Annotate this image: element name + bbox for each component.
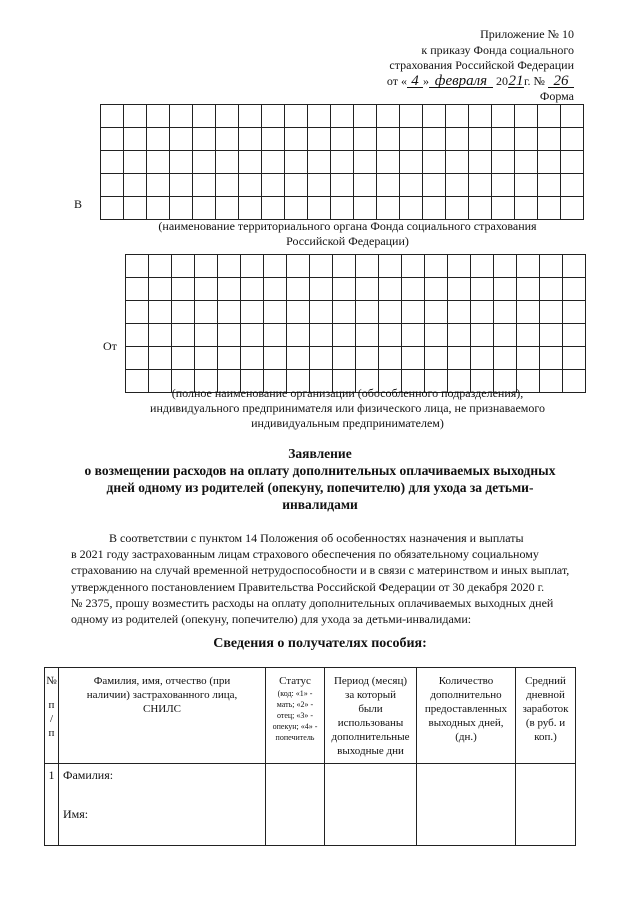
grid-cell[interactable] — [448, 301, 471, 324]
grid-cell[interactable] — [149, 278, 172, 301]
grid-cell[interactable] — [400, 151, 423, 174]
grid-cell[interactable] — [494, 278, 517, 301]
grid-cell[interactable] — [195, 324, 218, 347]
grid-cell[interactable] — [285, 174, 308, 197]
date-month: февраля — [429, 75, 493, 88]
col-number-header — [45, 668, 59, 764]
header-note: отец; «3» - — [276, 711, 314, 720]
grid-cell[interactable] — [218, 255, 241, 278]
grid-cell[interactable] — [356, 301, 379, 324]
grid-cell[interactable] — [124, 105, 147, 128]
grid-cell[interactable] — [195, 301, 218, 324]
grid-cell[interactable] — [377, 174, 400, 197]
date-year-prefix: 20 — [492, 73, 508, 88]
grid-cell[interactable] — [264, 324, 287, 347]
grid-cell[interactable] — [333, 255, 356, 278]
grid-cell[interactable] — [170, 174, 193, 197]
grid-cell[interactable] — [515, 128, 538, 151]
grid-cell[interactable] — [540, 255, 563, 278]
grid-cell[interactable] — [147, 174, 170, 197]
grid-cell[interactable] — [126, 324, 149, 347]
period-cell[interactable] — [325, 764, 417, 846]
grid-cell[interactable] — [402, 255, 425, 278]
header-text: / — [49, 713, 54, 725]
grid-cell[interactable] — [101, 128, 124, 151]
grid-cell[interactable] — [218, 301, 241, 324]
grid-cell[interactable] — [563, 347, 586, 370]
grid-cell[interactable] — [262, 128, 285, 151]
earnings-cell[interactable] — [516, 764, 576, 846]
document-title — [40, 445, 600, 513]
grid-cell[interactable] — [515, 197, 538, 220]
col-earnings-header — [516, 668, 576, 764]
grid-cell[interactable] — [563, 301, 586, 324]
grid-cell[interactable] — [241, 324, 264, 347]
grid-cell[interactable] — [193, 128, 216, 151]
grid-cell[interactable] — [494, 347, 517, 370]
grid-cell[interactable] — [287, 255, 310, 278]
grid-cell[interactable] — [563, 324, 586, 347]
grid-cell[interactable] — [287, 347, 310, 370]
grid-cell[interactable] — [538, 105, 561, 128]
grid-cell[interactable] — [448, 278, 471, 301]
header-text: (дн.) — [455, 731, 477, 743]
title-line: дней одному из родителей (опекуну, попечителю) для ухода за детьми- — [106, 480, 534, 495]
grid-cell[interactable] — [308, 105, 331, 128]
grid-cell[interactable] — [333, 347, 356, 370]
caption-line: Российской Федерации) — [286, 234, 409, 248]
date-day: 4 — [407, 75, 423, 88]
grid-cell[interactable] — [241, 278, 264, 301]
grid-cell[interactable] — [469, 128, 492, 151]
grid-cell[interactable] — [517, 324, 540, 347]
grid-cell[interactable] — [287, 278, 310, 301]
section-title: Сведения о получателях пособия: — [213, 636, 427, 651]
surname-label: Фамилия: — [63, 768, 114, 782]
grid-cell[interactable] — [446, 151, 469, 174]
grid-cell[interactable] — [170, 128, 193, 151]
grid-cell[interactable] — [172, 301, 195, 324]
grid-cell[interactable] — [425, 278, 448, 301]
grid-cell[interactable] — [172, 324, 195, 347]
header-text: использованы — [337, 717, 404, 729]
grid-cell[interactable] — [124, 128, 147, 151]
grid-cell[interactable] — [515, 105, 538, 128]
header-text: дневной — [526, 689, 565, 701]
grid-cell[interactable] — [285, 151, 308, 174]
paragraph-line: страхованию на случай временной нетрудоспособности и в связи с материнством и иных выплат, — [71, 563, 570, 578]
grid-cell[interactable] — [400, 105, 423, 128]
grid-cell[interactable] — [262, 174, 285, 197]
grid-cell[interactable] — [101, 197, 124, 220]
header-text: дополнительно — [430, 689, 502, 701]
paragraph-line: В соответствии с пунктом 14 Положения об особенностях назначения и выплаты — [109, 531, 524, 545]
grid-cell[interactable] — [147, 151, 170, 174]
grid-cell[interactable] — [149, 324, 172, 347]
grid-cell[interactable] — [216, 151, 239, 174]
grid-cell[interactable] — [310, 301, 333, 324]
grid-cell[interactable] — [517, 255, 540, 278]
grid-cell[interactable] — [239, 197, 262, 220]
grid-cell[interactable] — [494, 255, 517, 278]
grid-cell[interactable] — [216, 105, 239, 128]
grid-cell[interactable] — [264, 278, 287, 301]
grid-cell[interactable] — [239, 151, 262, 174]
grid-cell[interactable] — [126, 301, 149, 324]
grid-cell[interactable] — [170, 151, 193, 174]
grid-cell[interactable] — [400, 128, 423, 151]
grid-cell[interactable] — [400, 197, 423, 220]
grid-row — [101, 151, 584, 174]
grid-cell[interactable] — [126, 347, 149, 370]
caption-line: индивидуальным предпринимателем) — [251, 416, 444, 430]
grid-cell[interactable] — [469, 105, 492, 128]
header-text: СНИЛС — [142, 703, 182, 715]
grid-cell[interactable] — [492, 151, 515, 174]
grid-cell[interactable] — [310, 347, 333, 370]
grid-cell[interactable] — [425, 324, 448, 347]
grid-cell[interactable] — [515, 151, 538, 174]
grid-cell[interactable] — [308, 174, 331, 197]
grid-cell[interactable] — [264, 301, 287, 324]
grid-cell[interactable] — [308, 128, 331, 151]
sender-caption — [100, 386, 595, 431]
grid-cell[interactable] — [170, 105, 193, 128]
grid-cell[interactable] — [471, 301, 494, 324]
grid-cell[interactable] — [561, 174, 584, 197]
header-text: № — [46, 675, 57, 687]
grid-cell[interactable] — [540, 301, 563, 324]
grid-cell[interactable] — [262, 197, 285, 220]
col-days-header — [417, 668, 516, 764]
grid-cell[interactable] — [193, 105, 216, 128]
grid-cell[interactable] — [239, 174, 262, 197]
grid-cell[interactable] — [262, 105, 285, 128]
grid-cell[interactable] — [149, 255, 172, 278]
header-text: дополнительные — [331, 731, 410, 743]
paragraph-line: № 2375, прошу возместить расходы на оплату дополнительных оплачиваемых выходных дней — [71, 595, 554, 610]
fio-cell[interactable] — [59, 764, 266, 846]
grid-cell[interactable] — [310, 278, 333, 301]
days-cell[interactable] — [417, 764, 516, 846]
header-text: наличии) застрахованного лица, — [86, 689, 238, 701]
grid-cell[interactable] — [195, 255, 218, 278]
row-number: 1 — [45, 764, 59, 846]
header-text: п — [48, 727, 55, 739]
appendix-fund: страхования Российской Федерации — [389, 58, 574, 72]
grid-row — [126, 255, 586, 278]
grid-cell[interactable] — [563, 278, 586, 301]
form-label: Форма — [539, 89, 574, 103]
grid-cell[interactable] — [287, 301, 310, 324]
grid-cell[interactable] — [356, 255, 379, 278]
date-mid: » — [422, 73, 429, 88]
grid-cell[interactable] — [101, 151, 124, 174]
grid-cell[interactable] — [377, 197, 400, 220]
grid-cell[interactable] — [538, 174, 561, 197]
grid-row — [101, 128, 584, 151]
grid-cell[interactable] — [471, 255, 494, 278]
grid-cell[interactable] — [285, 197, 308, 220]
grid-cell[interactable] — [379, 324, 402, 347]
grid-cell[interactable] — [285, 105, 308, 128]
header-note: опекун; «4» - — [272, 722, 318, 731]
grid-cell[interactable] — [124, 197, 147, 220]
grid-cell[interactable] — [239, 128, 262, 151]
grid-cell[interactable] — [195, 278, 218, 301]
grid-cell[interactable] — [241, 301, 264, 324]
grid-cell[interactable] — [402, 324, 425, 347]
header-text: п — [48, 699, 55, 711]
grid-cell[interactable] — [425, 255, 448, 278]
grid-cell[interactable] — [517, 301, 540, 324]
sender-grid — [125, 254, 586, 393]
grid-cell[interactable] — [561, 151, 584, 174]
to-label: В — [74, 197, 83, 211]
grid-cell[interactable] — [563, 255, 586, 278]
title-line: Заявление — [288, 446, 352, 461]
grid-row — [126, 324, 586, 347]
grid-cell[interactable] — [356, 324, 379, 347]
grid-cell[interactable] — [377, 151, 400, 174]
recipient-grid — [100, 104, 584, 220]
header-text: Период (месяц) — [333, 675, 407, 687]
grid-cell[interactable] — [147, 105, 170, 128]
recipients-table — [44, 667, 576, 846]
appendix-date — [387, 74, 574, 90]
header-text: Средний — [525, 675, 566, 687]
grid-row — [101, 174, 584, 197]
header-text: были — [358, 703, 383, 715]
grid-cell[interactable] — [310, 324, 333, 347]
grid-row — [126, 301, 586, 324]
grid-cell[interactable] — [216, 197, 239, 220]
grid-cell[interactable] — [379, 301, 402, 324]
grid-cell[interactable] — [538, 197, 561, 220]
from-label: От — [103, 339, 117, 353]
grid-cell[interactable] — [218, 278, 241, 301]
grid-cell[interactable] — [264, 347, 287, 370]
appendix-order: к приказу Фонда социального — [421, 42, 574, 57]
header-text: предоставленных — [424, 703, 508, 715]
grid-cell[interactable] — [538, 128, 561, 151]
header-text: выходные дни — [337, 745, 404, 757]
header-note: попечитель — [275, 733, 315, 742]
paragraph-line: в 2021 году застрахованным лицам страхового обеспечения по обязательному социальному — [71, 547, 539, 562]
grid-cell[interactable] — [216, 174, 239, 197]
appendix-header — [387, 27, 574, 105]
grid-cell[interactable] — [492, 174, 515, 197]
recipient-caption — [100, 219, 595, 249]
grid-cell[interactable] — [239, 105, 262, 128]
grid-cell[interactable] — [356, 278, 379, 301]
grid-cell[interactable] — [446, 128, 469, 151]
grid-cell[interactable] — [264, 255, 287, 278]
grid-cell[interactable] — [540, 278, 563, 301]
grid-cell[interactable] — [471, 324, 494, 347]
grid-cell[interactable] — [331, 151, 354, 174]
grid-cell[interactable] — [356, 347, 379, 370]
table-row — [45, 764, 576, 846]
grid-cell[interactable] — [333, 301, 356, 324]
grid-cell[interactable] — [218, 324, 241, 347]
grid-cell[interactable] — [469, 174, 492, 197]
header-text: Количество — [438, 675, 494, 687]
grid-cell[interactable] — [308, 151, 331, 174]
grid-cell[interactable] — [492, 128, 515, 151]
grid-cell[interactable] — [172, 278, 195, 301]
number-prefix: г. № — [523, 73, 548, 88]
title-line: о возмещении расходов на оплату дополнительных оплачиваемых выходных — [84, 463, 556, 478]
grid-cell[interactable] — [124, 174, 147, 197]
order-number: 26 — [548, 75, 574, 88]
appendix-number: Приложение № 10 — [480, 27, 574, 41]
grid-cell[interactable] — [469, 197, 492, 220]
header-text: за который — [344, 689, 397, 701]
grid-row — [101, 197, 584, 220]
grid-cell[interactable] — [193, 174, 216, 197]
grid-cell[interactable] — [126, 278, 149, 301]
grid-cell[interactable] — [193, 197, 216, 220]
grid-cell[interactable] — [471, 347, 494, 370]
grid-cell[interactable] — [308, 197, 331, 220]
grid-cell[interactable] — [331, 128, 354, 151]
grid-cell[interactable] — [400, 174, 423, 197]
paragraph-line: утвержденного постановлением Правительства Российской Федерации от 30 декабря 2020 г. — [71, 579, 545, 594]
header-text: Фамилия, имя, отчество (при — [93, 675, 231, 687]
grid-row — [126, 278, 586, 301]
grid-cell[interactable] — [354, 128, 377, 151]
grid-cell[interactable] — [170, 197, 193, 220]
table-header-row — [45, 668, 576, 764]
grid-cell[interactable] — [402, 347, 425, 370]
grid-cell[interactable] — [515, 174, 538, 197]
grid-cell[interactable] — [218, 347, 241, 370]
grid-cell[interactable] — [494, 301, 517, 324]
grid-cell[interactable] — [149, 347, 172, 370]
grid-cell[interactable] — [492, 105, 515, 128]
header-note: (код: «1» - — [277, 689, 313, 698]
grid-cell[interactable] — [172, 347, 195, 370]
caption-line: (наименование территориального органа Фонда социального страхования — [158, 219, 537, 233]
col-status-header — [266, 668, 325, 764]
grid-cell[interactable] — [446, 197, 469, 220]
grid-cell[interactable] — [561, 197, 584, 220]
grid-row — [101, 105, 584, 128]
grid-cell[interactable] — [354, 174, 377, 197]
grid-cell[interactable] — [101, 174, 124, 197]
grid-cell[interactable] — [423, 151, 446, 174]
grid-cell[interactable] — [354, 151, 377, 174]
title-line: инвалидами — [282, 497, 358, 512]
grid-cell[interactable] — [471, 278, 494, 301]
body-paragraph — [71, 530, 576, 627]
caption-line: индивидуального предпринимателя или физического лица, не признаваемого — [150, 401, 545, 415]
date-prefix: от « — [386, 73, 407, 88]
grid-cell[interactable] — [172, 255, 195, 278]
grid-cell[interactable] — [377, 128, 400, 151]
grid-cell[interactable] — [379, 255, 402, 278]
grid-cell[interactable] — [262, 151, 285, 174]
grid-cell[interactable] — [402, 301, 425, 324]
header-text: коп.) — [534, 731, 557, 743]
grid-cell[interactable] — [241, 347, 264, 370]
grid-cell[interactable] — [423, 197, 446, 220]
grid-cell[interactable] — [469, 151, 492, 174]
grid-cell[interactable] — [423, 174, 446, 197]
header-text: заработок — [522, 703, 569, 715]
date-year: 21 — [508, 72, 524, 89]
grid-cell[interactable] — [379, 278, 402, 301]
grid-cell[interactable] — [101, 105, 124, 128]
grid-cell[interactable] — [517, 278, 540, 301]
grid-cell[interactable] — [377, 105, 400, 128]
grid-cell[interactable] — [147, 197, 170, 220]
status-cell[interactable] — [266, 764, 325, 846]
grid-cell[interactable] — [402, 278, 425, 301]
grid-cell[interactable] — [446, 174, 469, 197]
grid-cell[interactable] — [193, 151, 216, 174]
grid-cell[interactable] — [423, 105, 446, 128]
header-note: мать; «2» - — [276, 700, 314, 709]
name-label: Имя: — [63, 807, 89, 821]
grid-cell[interactable] — [379, 347, 402, 370]
grid-cell[interactable] — [561, 105, 584, 128]
grid-cell[interactable] — [517, 347, 540, 370]
grid-cell[interactable] — [540, 324, 563, 347]
grid-cell[interactable] — [538, 151, 561, 174]
grid-cell[interactable] — [448, 347, 471, 370]
grid-cell[interactable] — [561, 128, 584, 151]
header-text: (в руб. и — [525, 717, 566, 729]
paragraph-line: одному из родителей (опекуну, попечителю) для ухода за детьми-инвалидами: — [71, 612, 472, 627]
grid-cell[interactable] — [333, 278, 356, 301]
grid-cell[interactable] — [310, 255, 333, 278]
grid-cell[interactable] — [331, 105, 354, 128]
grid-cell[interactable] — [448, 255, 471, 278]
grid-cell[interactable] — [333, 324, 356, 347]
grid-cell[interactable] — [425, 301, 448, 324]
col-period-header — [325, 668, 417, 764]
grid-cell[interactable] — [492, 197, 515, 220]
header-text: выходных дней, — [428, 717, 504, 729]
grid-cell[interactable] — [124, 151, 147, 174]
grid-cell[interactable] — [494, 324, 517, 347]
grid-cell[interactable] — [425, 347, 448, 370]
col-fio-header — [59, 668, 266, 764]
grid-cell[interactable] — [241, 255, 264, 278]
grid-cell[interactable] — [147, 128, 170, 151]
grid-cell[interactable] — [540, 347, 563, 370]
grid-cell[interactable] — [354, 105, 377, 128]
grid-cell[interactable] — [354, 197, 377, 220]
grid-cell[interactable] — [149, 301, 172, 324]
grid-cell[interactable] — [126, 255, 149, 278]
grid-cell[interactable] — [331, 174, 354, 197]
header-text: Статус — [279, 675, 311, 687]
grid-cell[interactable] — [331, 197, 354, 220]
caption-line: (полное наименование организации (обособленного подразделения), — [171, 386, 524, 400]
grid-row — [126, 347, 586, 370]
grid-cell[interactable] — [285, 128, 308, 151]
grid-cell[interactable] — [195, 347, 218, 370]
grid-cell[interactable] — [216, 128, 239, 151]
grid-cell[interactable] — [423, 128, 446, 151]
grid-cell[interactable] — [448, 324, 471, 347]
grid-cell[interactable] — [446, 105, 469, 128]
grid-cell[interactable] — [287, 324, 310, 347]
